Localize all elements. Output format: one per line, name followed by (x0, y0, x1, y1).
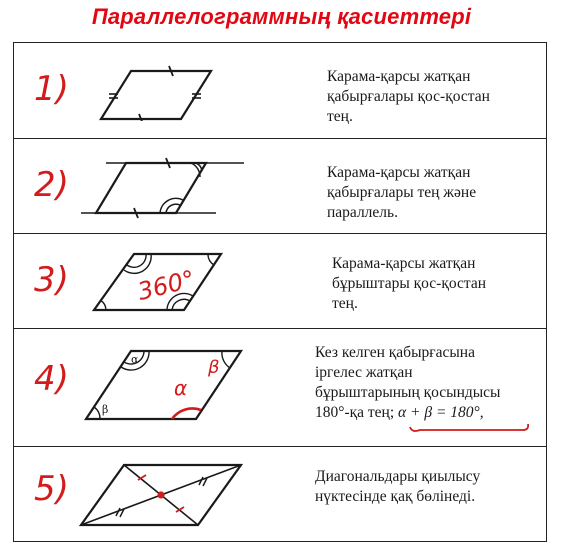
property-text: Диагональдары қиылысу нүктесінде қақ бөлінеді. (315, 468, 481, 505)
properties-table (13, 42, 547, 542)
angle-sum-formula: α + β = 180°, (398, 404, 484, 421)
parallelogram-figure (76, 153, 251, 219)
formula-underline (408, 421, 533, 437)
item-number: 1) (34, 69, 69, 109)
item-number: 2) (34, 165, 69, 205)
property-row-5 (14, 446, 546, 543)
item-number: 3) (34, 260, 69, 300)
svg-text:β: β (102, 403, 109, 416)
property-text: Кез келген қабырғасына іргелес жатқан бұрыштарының қосындысы 180°-қа тең; α + β = 180°, (315, 344, 501, 421)
svg-text:α: α (131, 353, 139, 366)
angle-sum-label: 360° (134, 264, 198, 306)
item-number: 4) (34, 359, 69, 399)
svg-text:α: α (174, 376, 188, 400)
parallelogram-figure (76, 457, 251, 529)
property-text: Карама-қарсы жатқан бұрыштары қос-қостан тең. (332, 255, 487, 312)
property-row-1 (14, 43, 546, 138)
page-title: Параллелограммның қасиеттері (91, 4, 472, 29)
property-row-2 (14, 138, 546, 233)
property-row-4 (14, 328, 546, 446)
property-text: Карама-қарсы жатқан қабырғалары қос-қостан тең. (327, 68, 490, 125)
parallelogram-figure (76, 61, 246, 121)
parallelogram-figure (76, 244, 246, 316)
parallelogram-figure (76, 343, 251, 423)
property-text: Карама-қарсы жатқан қабырғалары тең және параллель. (327, 164, 477, 221)
item-number: 5) (34, 469, 69, 509)
svg-text:β: β (208, 357, 220, 378)
property-row-3 (14, 233, 546, 328)
